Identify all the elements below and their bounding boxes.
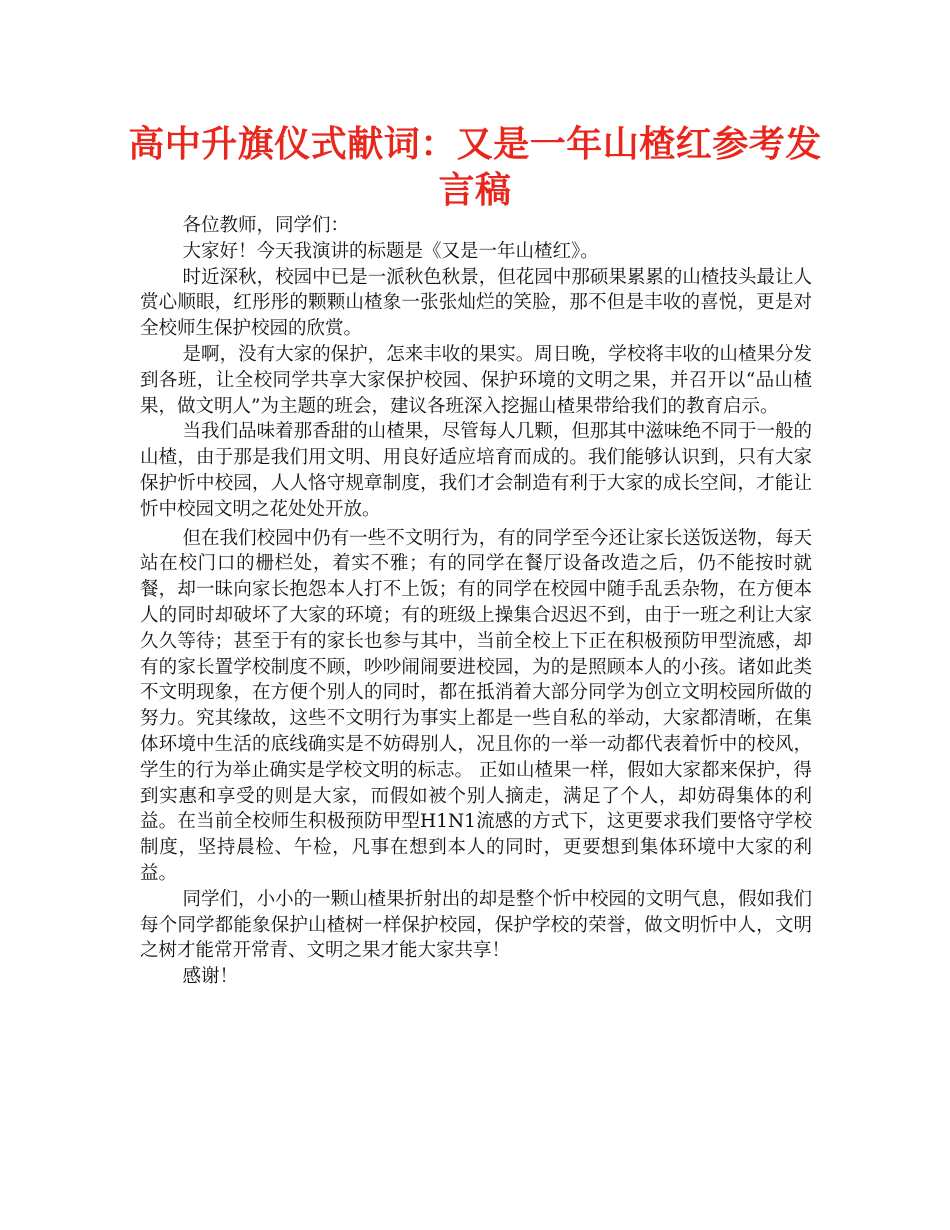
paragraph-call-to-action: 同学们，小小的一颗山楂果折射出的却是整个忻中校园的文明气息，假如我们每个同学都能象保护山楂树一样保护校园，保护学校的荣誉，做文明忻中人，文明之树才能常开常青、文明之果才能大家共享！ bbox=[140, 888, 812, 962]
paragraph-opening: 大家好！今天我演讲的标题是《又是一年山楂红》。 bbox=[182, 240, 599, 262]
paragraph-uncivil-behavior: 但在我们校园中仍有一些不文明行为，有的同学至今还让家长送饭送物，每天站在校门口的栅栏处，着实不雅；有的同学在餐厅设备改造之后，仍不能按时就餐，却一昧向家长抱怨本人打不上饭；有的同学在校园中随手乱丢杂物，在方便本人的同时却破坏了大家的环境；有的班级上操集合迟迟不到，由于一班之利让大家久久等待；甚至于有的家长也参与其中，当前全校上下正在积极预防甲型流感，却有的家长置学校制度不顾，吵吵闹闹要进校园，为的是照顾本人的小孩。诸如此类不文明现象，在方便个别人的同时，都在抵消着大部分同学为创立文明校园所做的努力。究其缘故，这些不文明行为事实上都是一些自私的举动，大家都清晰，在集体环境中生活的底线确实是不妨碍别人，况且你的一举一动都代表着忻中的校风，学生的行为举止确实是学校文明的标志。 正如山楂果一样，假如大家都来保护，得到实惠和享受的则是大家，而假如被个别人摘走，满足了个人，却妨碍集体的利益。在当前全校师生积极预防甲型H1N1流感的方式下，这更要求我们要恪守学校制度，坚持晨检、午检，凡事在想到本人的同时，更要想到集体环境中大家的利益。 bbox=[140, 527, 812, 884]
paragraph-harvest: 是啊，没有大家的保护，怎来丰收的果实。周日晚，学校将丰收的山楂果分发到各班，让全校同学共享大家保护校园、保护环境的文明之果，并召开以“品山楂果，做文明人”为主题的班会，建议各班深入挖掘山楂果带给我们的教育启示。 bbox=[140, 343, 812, 417]
paragraph-autumn: 时近深秋，校园中已是一派秋色秋景，但花园中那硕果累累的山楂技头最让人赏心顺眼，红彤彤的颗颗山楂象一张张灿烂的笑脸，那不但是丰收的喜悦，更是对全校师生保护校园的欣赏。 bbox=[140, 266, 812, 340]
paragraph-taste: 当我们品味着那香甜的山楂果，尽管每人几颗，但那其中滋味绝不同于一般的山楂，由于那是我们用文明、用良好适应培育而成的。我们能够认识到，只有大家保护忻中校园，人人恪守规章制度，我们才会制造有利于大家的成长空间，才能让忻中校园文明之花处处开放。 bbox=[140, 421, 812, 520]
document-body bbox=[140, 213, 812, 990]
salutation: 各位教师，同学们： bbox=[182, 215, 350, 236]
document-title: 高中升旗仪式献词：又是一年山楂红参考发言稿 bbox=[128, 124, 822, 211]
closing-thanks: 感谢！ bbox=[182, 966, 239, 988]
